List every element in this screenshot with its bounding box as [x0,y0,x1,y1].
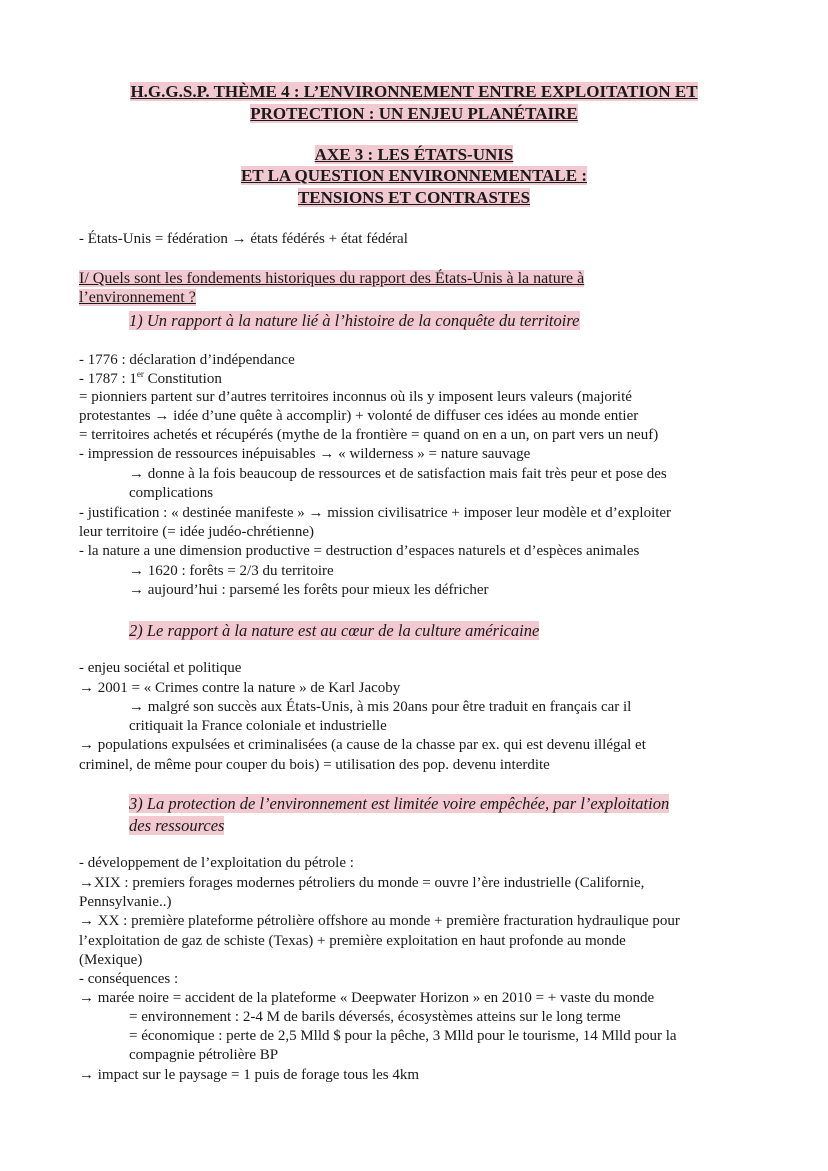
text-line: leur territoire (= idée judéo-chrétienne) [79,524,315,540]
text-line: = territoires achetés et récupérés (mythe de la frontière = quand on en a un, on part vers un neuf) [79,427,659,443]
text-line: compagnie pétrolière BP [129,1047,279,1063]
text-line: → impact sur le paysage = 1 puis de forage tous les 4km [79,1067,420,1083]
text-line: → marée noire = accident de la plateforme « Deepwater Horizon » en 2010 = + vaste du monde [79,990,655,1006]
axe-title-line2: ET LA QUESTION ENVIRONNEMENTALE : [240,166,588,185]
text-line: l’exploitation de gaz de schiste (Texas) + première exploitation en haut profonde au monde [79,933,626,949]
subheading-3: 3) La protection de l’environnement est limitée voire empêchée, par l’exploitation [129,794,670,813]
text-line: protestantes → idée d’une quête à accomplir) + volonté de diffuser ces idées au monde entier [79,408,639,424]
text-line: → aujourd’hui : parsemé les forêts pour mieux les défricher [129,582,489,598]
text-line: → XX : première plateforme pétrolière offshore au monde + première fracturation hydraulique pour [79,913,680,929]
subheading-3-line2: des ressources [129,816,225,835]
text-line: - enjeu sociétal et politique [79,660,242,676]
text-line: - 1776 : déclaration d’indépendance [79,352,295,368]
text-line: = environnement : 2-4 M de barils déversés, écosystèmes atteins sur le long terme [129,1009,621,1025]
section-heading: I/ Quels sont les fondements historiques du rapport des États-Unis à la nature à [79,270,585,287]
text-line: → populations expulsées et criminalisées (a cause de la chasse par ex. qui est devenu illégal et [79,737,646,753]
doc-title-line2: PROTECTION : UN ENJEU PLANÉTAIRE [250,104,578,123]
text-line: - impression de ressources inépuisables → « wilderness » = nature sauvage [79,446,531,462]
text-line: → 1620 : forêts = 2/3 du territoire [129,563,334,579]
text-line: - développement de l’exploitation du pétrole : [79,855,354,871]
subheading-2: 2) Le rapport à la nature est au cœur de la culture américaine [129,621,540,640]
axe-title: AXE 3 : LES ÉTATS-UNIS [314,145,514,164]
text-line: Pennsylvanie..) [79,894,172,910]
text-line: - justification : « destinée manifeste » → mission civilisatrice + imposer leur modèle et d’exploiter [79,505,672,521]
text-line: → 2001 = « Crimes contre la nature » de Karl Jacoby [79,680,401,696]
text-line: = pionniers partent sur d’autres territoires inconnus où ils y imposent leurs valeurs (majorité [79,389,632,405]
intro-line: - États-Unis = fédération → états fédérés + état fédéral [79,231,408,247]
text-line: critiquait la France coloniale et industrielle [129,718,387,734]
text-line: complications [129,485,214,501]
text-line: - la nature a une dimension productive = destruction d’espaces naturels et d’espèces animales [79,543,640,559]
text-line: - 1787 : 1er Constitution [79,369,222,387]
subheading-1: 1) Un rapport à la nature lié à l’histoire de la conquête du territoire [129,311,580,330]
text-line: → malgré son succès aux États-Unis, à mis 20ans pour être traduit en français car il [129,699,632,715]
text-line: = économique : perte de 2,5 Mlld $ pour la pêche, 3 Mlld pour le tourisme, 14 Mlld pour la [129,1028,677,1044]
axe-title-line3: TENSIONS ET CONTRASTES [297,188,531,207]
section-heading-line2: l’environnement ? [79,289,196,306]
doc-title: H.G.G.S.P. THÈME 4 : L’ENVIRONNEMENT ENTRE EXPLOITATION ET [130,82,698,101]
text-line: → donne à la fois beaucoup de ressources et de satisfaction mais fait très peur et pose des [129,466,667,482]
text-line: - conséquences : [79,971,179,987]
text-line: →XIX : premiers forages modernes pétroliers du monde = ouvre l’ère industrielle (Californie, [79,875,645,891]
text-line: criminel, de même pour couper du bois) = utilisation des pop. devenu interdite [79,757,550,773]
text-line: (Mexique) [79,952,143,968]
